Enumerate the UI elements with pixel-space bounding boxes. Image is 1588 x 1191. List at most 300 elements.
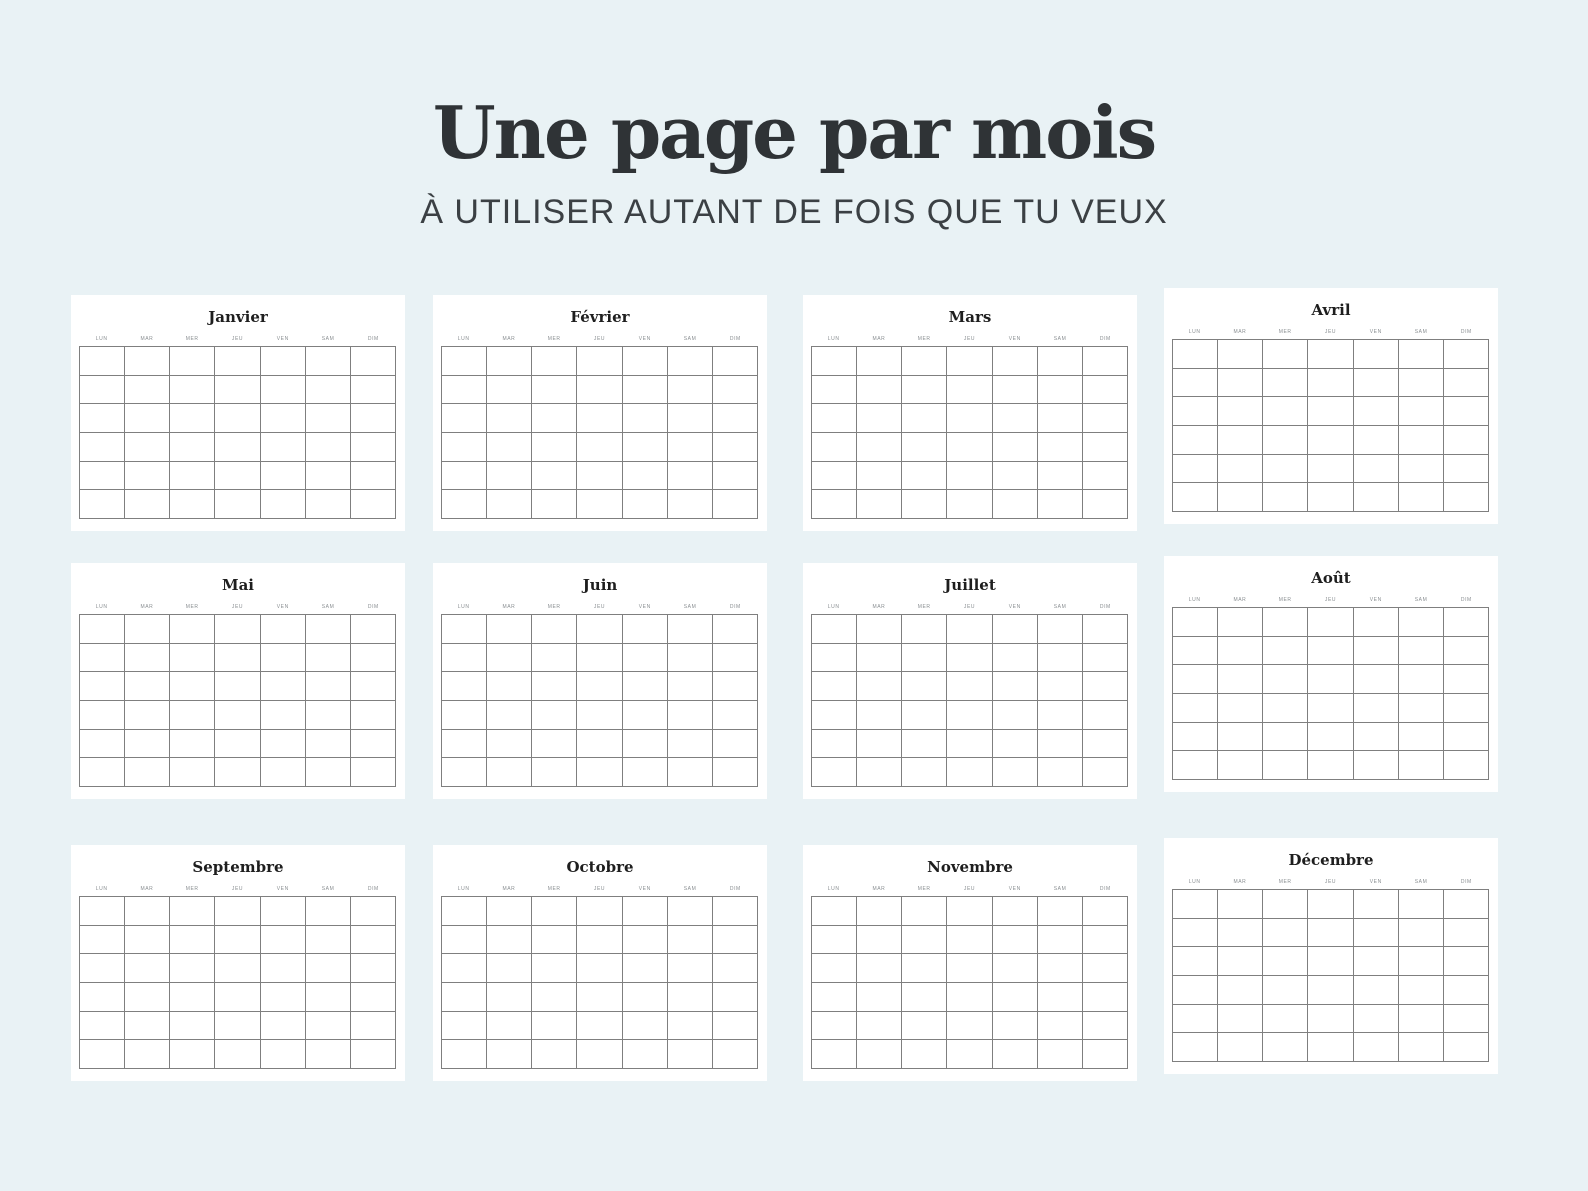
- day-cell: [442, 1012, 487, 1041]
- weekday-label: VEN: [638, 886, 651, 892]
- day-cell: [623, 1012, 668, 1041]
- weekday-label: SAM: [1053, 604, 1067, 610]
- day-cell: [1444, 483, 1489, 512]
- day-cell: [1173, 665, 1218, 694]
- day-cell: [713, 926, 758, 955]
- day-cell: [125, 644, 170, 673]
- day-cell: [1173, 397, 1218, 426]
- weekday-header: [1172, 596, 1489, 604]
- day-cell: [713, 644, 758, 673]
- weekday-label: LUN: [1188, 597, 1201, 603]
- day-cell: [1399, 455, 1444, 484]
- day-cell: [1083, 347, 1128, 376]
- day-cell: [1399, 665, 1444, 694]
- day-cell: [487, 644, 532, 673]
- month-title: Avril: [1311, 301, 1351, 319]
- day-cell: [80, 701, 125, 730]
- day-cell: [1173, 637, 1218, 666]
- day-cell: [1173, 947, 1218, 976]
- day-cell: [713, 897, 758, 926]
- day-cell: [577, 644, 622, 673]
- day-cell: [1038, 433, 1083, 462]
- weekday-label: JEU: [1324, 879, 1337, 885]
- weekday-label: MER: [917, 886, 931, 892]
- day-cell: [532, 730, 577, 759]
- day-cell: [125, 672, 170, 701]
- day-cell: [577, 1012, 622, 1041]
- day-cell: [857, 376, 902, 405]
- day-cell: [812, 758, 857, 787]
- day-cell: [215, 1012, 260, 1041]
- weekday-label: LUN: [1188, 329, 1201, 335]
- day-cell: [306, 954, 351, 983]
- day-cell: [1038, 672, 1083, 701]
- day-cell: [623, 376, 668, 405]
- month-title: Mai: [221, 576, 255, 594]
- day-cell: [577, 490, 622, 519]
- weekday-label: MAR: [872, 886, 886, 892]
- weekday-label: JEU: [593, 604, 606, 610]
- day-cell: [215, 672, 260, 701]
- day-cell: [902, 701, 947, 730]
- weekday-label: LUN: [457, 336, 470, 342]
- month-title: Août: [1311, 569, 1351, 587]
- day-cell: [1354, 694, 1399, 723]
- weekday-label: VEN: [1008, 886, 1021, 892]
- weekday-label: DIM: [729, 604, 741, 610]
- weekday-label: MER: [185, 604, 199, 610]
- day-cell: [623, 983, 668, 1012]
- day-cell: [80, 644, 125, 673]
- day-cell: [215, 926, 260, 955]
- weekday-label: MAR: [502, 604, 516, 610]
- day-cell: [857, 644, 902, 673]
- day-cell: [857, 672, 902, 701]
- weekday-label: VEN: [1369, 597, 1382, 603]
- day-cell: [442, 376, 487, 405]
- day-cell: [1399, 1033, 1444, 1062]
- day-cell: [1308, 751, 1353, 780]
- day-cell: [487, 433, 532, 462]
- day-cell: [215, 462, 260, 491]
- day-cell: [577, 672, 622, 701]
- month-card-mai: [71, 563, 405, 799]
- weekday-label: SAM: [683, 604, 697, 610]
- month-grid: [441, 346, 758, 519]
- day-cell: [532, 897, 577, 926]
- weekday-label: LUN: [457, 604, 470, 610]
- day-cell: [351, 954, 396, 983]
- day-cell: [1263, 947, 1308, 976]
- day-cell: [1038, 730, 1083, 759]
- day-cell: [170, 983, 215, 1012]
- day-cell: [306, 376, 351, 405]
- day-cell: [1399, 426, 1444, 455]
- day-cell: [947, 490, 992, 519]
- day-cell: [623, 347, 668, 376]
- day-cell: [623, 462, 668, 491]
- day-cell: [351, 1012, 396, 1041]
- day-cell: [1308, 694, 1353, 723]
- day-cell: [1263, 890, 1308, 919]
- day-cell: [1354, 723, 1399, 752]
- day-cell: [1218, 637, 1263, 666]
- day-cell: [993, 1040, 1038, 1069]
- day-cell: [487, 1012, 532, 1041]
- day-cell: [947, 897, 992, 926]
- weekday-label: SAM: [683, 336, 697, 342]
- day-cell: [442, 433, 487, 462]
- day-cell: [713, 1012, 758, 1041]
- weekday-label: DIM: [367, 886, 379, 892]
- day-cell: [902, 433, 947, 462]
- day-cell: [261, 701, 306, 730]
- day-cell: [812, 490, 857, 519]
- month-card-novembre: [803, 845, 1137, 1081]
- day-cell: [668, 615, 713, 644]
- day-cell: [1038, 376, 1083, 405]
- day-cell: [80, 462, 125, 491]
- day-cell: [1038, 347, 1083, 376]
- day-cell: [306, 462, 351, 491]
- day-cell: [713, 615, 758, 644]
- day-cell: [668, 897, 713, 926]
- day-cell: [1263, 665, 1308, 694]
- day-cell: [1263, 1005, 1308, 1034]
- day-cell: [1354, 637, 1399, 666]
- day-cell: [857, 615, 902, 644]
- day-cell: [1218, 608, 1263, 637]
- weekday-header: [811, 335, 1128, 343]
- weekday-label: DIM: [367, 604, 379, 610]
- day-cell: [947, 615, 992, 644]
- day-cell: [1354, 976, 1399, 1005]
- day-cell: [1263, 694, 1308, 723]
- weekday-label: DIM: [1460, 597, 1472, 603]
- day-cell: [125, 1012, 170, 1041]
- day-cell: [1083, 730, 1128, 759]
- month-title: Janvier: [208, 308, 268, 326]
- weekday-label: MER: [1278, 879, 1292, 885]
- day-cell: [532, 615, 577, 644]
- day-cell: [993, 347, 1038, 376]
- day-cell: [812, 376, 857, 405]
- day-cell: [306, 926, 351, 955]
- day-cell: [1218, 919, 1263, 948]
- day-cell: [261, 926, 306, 955]
- day-cell: [993, 926, 1038, 955]
- day-cell: [1218, 1033, 1263, 1062]
- day-cell: [1083, 433, 1128, 462]
- day-cell: [902, 758, 947, 787]
- day-cell: [487, 672, 532, 701]
- month-title: Juin: [582, 576, 618, 594]
- day-cell: [170, 1040, 215, 1069]
- weekday-label: JEU: [231, 886, 244, 892]
- day-cell: [857, 490, 902, 519]
- day-cell: [125, 404, 170, 433]
- day-cell: [442, 730, 487, 759]
- day-cell: [1263, 751, 1308, 780]
- weekday-label: MAR: [1233, 329, 1247, 335]
- day-cell: [1173, 976, 1218, 1005]
- day-cell: [170, 672, 215, 701]
- day-cell: [577, 758, 622, 787]
- day-cell: [1399, 340, 1444, 369]
- day-cell: [261, 490, 306, 519]
- day-cell: [532, 672, 577, 701]
- weekday-label: MER: [547, 886, 561, 892]
- day-cell: [351, 730, 396, 759]
- weekday-label: JEU: [1324, 329, 1337, 335]
- day-cell: [442, 926, 487, 955]
- day-cell: [215, 701, 260, 730]
- day-cell: [1354, 890, 1399, 919]
- day-cell: [993, 983, 1038, 1012]
- weekday-header: [79, 603, 396, 611]
- day-cell: [1038, 404, 1083, 433]
- day-cell: [170, 462, 215, 491]
- day-cell: [668, 490, 713, 519]
- day-cell: [351, 672, 396, 701]
- day-cell: [1444, 340, 1489, 369]
- weekday-label: DIM: [1099, 604, 1111, 610]
- weekday-label: MAR: [1233, 879, 1247, 885]
- day-cell: [713, 954, 758, 983]
- day-cell: [351, 433, 396, 462]
- day-cell: [902, 615, 947, 644]
- weekday-label: VEN: [276, 604, 289, 610]
- day-cell: [993, 954, 1038, 983]
- day-cell: [857, 730, 902, 759]
- day-cell: [623, 897, 668, 926]
- day-cell: [442, 701, 487, 730]
- day-cell: [902, 983, 947, 1012]
- weekday-label: DIM: [729, 336, 741, 342]
- day-cell: [1308, 455, 1353, 484]
- day-cell: [947, 1012, 992, 1041]
- weekday-label: SAM: [1053, 336, 1067, 342]
- day-cell: [125, 490, 170, 519]
- day-cell: [577, 615, 622, 644]
- day-cell: [1354, 455, 1399, 484]
- day-cell: [1399, 637, 1444, 666]
- weekday-header: [811, 603, 1128, 611]
- day-cell: [306, 490, 351, 519]
- weekday-label: DIM: [729, 886, 741, 892]
- day-cell: [442, 404, 487, 433]
- weekday-header: [79, 335, 396, 343]
- day-cell: [947, 433, 992, 462]
- day-cell: [351, 926, 396, 955]
- day-cell: [812, 433, 857, 462]
- day-cell: [306, 615, 351, 644]
- day-cell: [993, 433, 1038, 462]
- day-cell: [1173, 890, 1218, 919]
- day-cell: [1444, 608, 1489, 637]
- day-cell: [577, 730, 622, 759]
- day-cell: [1173, 1033, 1218, 1062]
- weekday-label: SAM: [683, 886, 697, 892]
- day-cell: [1173, 694, 1218, 723]
- weekday-label: LUN: [457, 886, 470, 892]
- weekday-label: VEN: [638, 604, 651, 610]
- day-cell: [1308, 369, 1353, 398]
- day-cell: [1263, 483, 1308, 512]
- day-cell: [668, 462, 713, 491]
- day-cell: [947, 758, 992, 787]
- day-cell: [80, 347, 125, 376]
- day-cell: [442, 983, 487, 1012]
- day-cell: [1173, 483, 1218, 512]
- day-cell: [1399, 751, 1444, 780]
- day-cell: [1308, 976, 1353, 1005]
- day-cell: [623, 672, 668, 701]
- day-cell: [1308, 665, 1353, 694]
- day-cell: [577, 897, 622, 926]
- weekday-label: MER: [547, 336, 561, 342]
- day-cell: [947, 954, 992, 983]
- weekday-header: [1172, 328, 1489, 336]
- day-cell: [713, 701, 758, 730]
- month-card-decembre: [1164, 838, 1498, 1074]
- day-cell: [1354, 426, 1399, 455]
- day-cell: [306, 347, 351, 376]
- day-cell: [812, 347, 857, 376]
- weekday-label: MER: [1278, 329, 1292, 335]
- day-cell: [170, 897, 215, 926]
- weekday-label: JEU: [593, 336, 606, 342]
- weekday-header: [1172, 878, 1489, 886]
- day-cell: [1083, 926, 1128, 955]
- weekday-label: VEN: [1369, 329, 1382, 335]
- month-title: Décembre: [1288, 851, 1374, 869]
- day-cell: [306, 433, 351, 462]
- day-cell: [442, 462, 487, 491]
- day-cell: [577, 701, 622, 730]
- day-cell: [1218, 455, 1263, 484]
- weekday-label: MAR: [872, 604, 886, 610]
- day-cell: [487, 1040, 532, 1069]
- day-cell: [532, 376, 577, 405]
- day-cell: [80, 404, 125, 433]
- day-cell: [170, 615, 215, 644]
- day-cell: [532, 954, 577, 983]
- day-cell: [812, 897, 857, 926]
- weekday-label: SAM: [1414, 597, 1428, 603]
- day-cell: [1354, 369, 1399, 398]
- day-cell: [80, 983, 125, 1012]
- day-cell: [713, 404, 758, 433]
- day-cell: [1218, 976, 1263, 1005]
- day-cell: [993, 644, 1038, 673]
- day-cell: [261, 462, 306, 491]
- day-cell: [947, 347, 992, 376]
- weekday-label: VEN: [1008, 604, 1021, 610]
- month-grid: [811, 614, 1128, 787]
- day-cell: [261, 983, 306, 1012]
- day-cell: [1263, 976, 1308, 1005]
- day-cell: [351, 347, 396, 376]
- day-cell: [215, 376, 260, 405]
- day-cell: [170, 730, 215, 759]
- day-cell: [947, 983, 992, 1012]
- day-cell: [1038, 926, 1083, 955]
- weekday-header: [441, 335, 758, 343]
- day-cell: [947, 701, 992, 730]
- day-cell: [215, 433, 260, 462]
- day-cell: [947, 376, 992, 405]
- day-cell: [947, 404, 992, 433]
- day-cell: [993, 672, 1038, 701]
- day-cell: [351, 404, 396, 433]
- day-cell: [170, 926, 215, 955]
- day-cell: [668, 758, 713, 787]
- day-cell: [170, 347, 215, 376]
- weekday-header: [441, 885, 758, 893]
- day-cell: [623, 758, 668, 787]
- month-grid: [79, 346, 396, 519]
- weekday-label: MER: [547, 604, 561, 610]
- day-cell: [857, 758, 902, 787]
- day-cell: [487, 758, 532, 787]
- day-cell: [812, 615, 857, 644]
- day-cell: [261, 954, 306, 983]
- day-cell: [902, 730, 947, 759]
- day-cell: [215, 897, 260, 926]
- day-cell: [1444, 369, 1489, 398]
- day-cell: [215, 615, 260, 644]
- day-cell: [125, 615, 170, 644]
- day-cell: [1218, 890, 1263, 919]
- day-cell: [623, 615, 668, 644]
- day-cell: [902, 644, 947, 673]
- day-cell: [902, 462, 947, 491]
- day-cell: [1444, 723, 1489, 752]
- weekday-label: JEU: [231, 604, 244, 610]
- day-cell: [442, 644, 487, 673]
- weekday-label: JEU: [963, 604, 976, 610]
- day-cell: [668, 672, 713, 701]
- month-grid: [1172, 889, 1489, 1062]
- day-cell: [125, 897, 170, 926]
- month-card-aout: [1164, 556, 1498, 792]
- day-cell: [947, 926, 992, 955]
- day-cell: [623, 954, 668, 983]
- day-cell: [1399, 1005, 1444, 1034]
- day-cell: [1444, 919, 1489, 948]
- day-cell: [80, 954, 125, 983]
- day-cell: [351, 1040, 396, 1069]
- month-title: Octobre: [566, 858, 634, 876]
- day-cell: [532, 1040, 577, 1069]
- day-cell: [1308, 426, 1353, 455]
- day-cell: [261, 347, 306, 376]
- weekday-label: VEN: [1369, 879, 1382, 885]
- day-cell: [125, 433, 170, 462]
- day-cell: [125, 701, 170, 730]
- day-cell: [532, 490, 577, 519]
- day-cell: [623, 701, 668, 730]
- day-cell: [668, 433, 713, 462]
- weekday-label: SAM: [1053, 886, 1067, 892]
- day-cell: [812, 1040, 857, 1069]
- weekday-label: DIM: [1460, 879, 1472, 885]
- day-cell: [1083, 376, 1128, 405]
- day-cell: [1308, 483, 1353, 512]
- day-cell: [306, 701, 351, 730]
- day-cell: [442, 615, 487, 644]
